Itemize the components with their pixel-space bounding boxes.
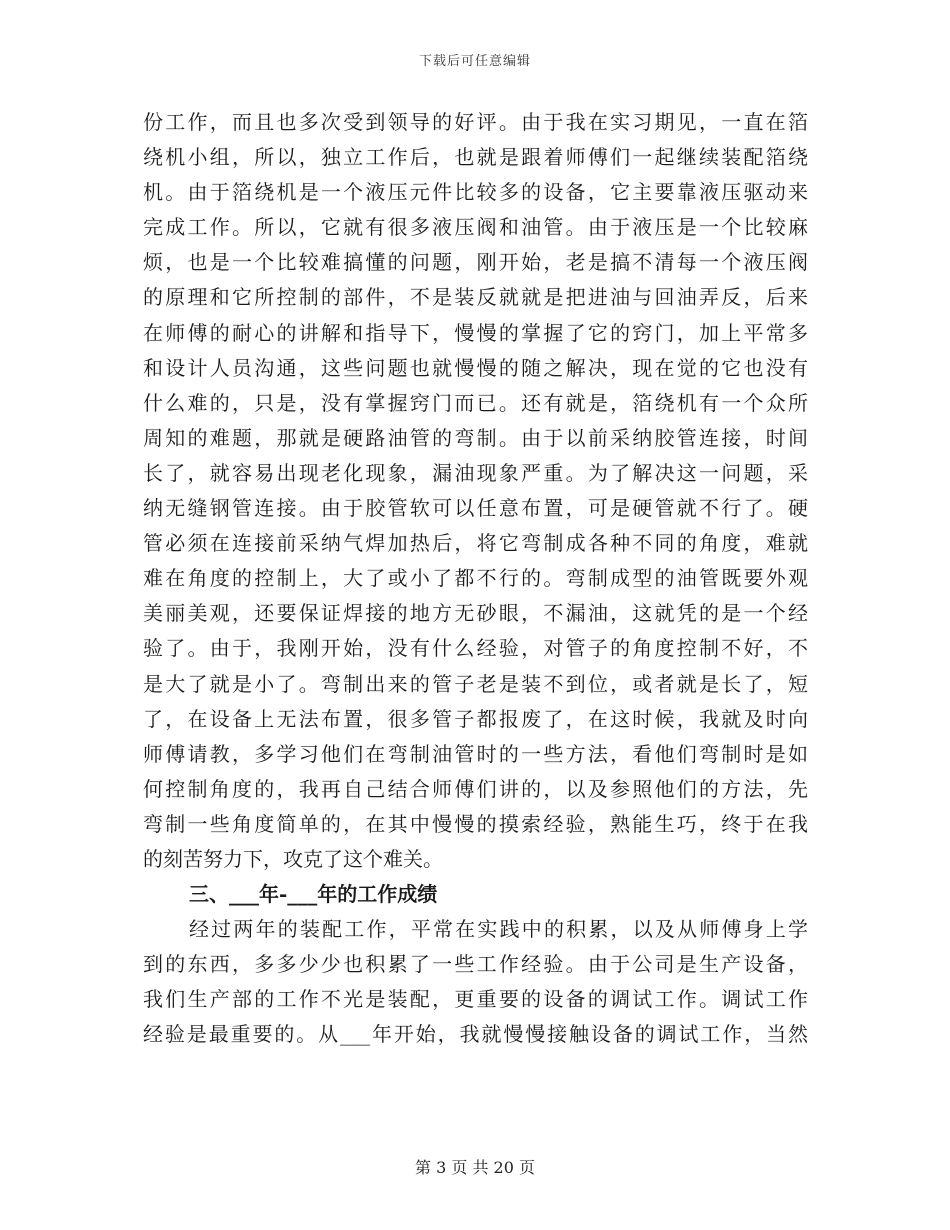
text-line: 经过两年的装配工作，平常在实践中的积累，以及从师傅身上学 (189, 917, 808, 942)
paragraph-1 (143, 105, 808, 877)
page-header: 下载后可任意编辑 (418, 54, 531, 69)
text-line: 烦，也是一个比较难搞懂的问题，刚开始，老是搞不清每一个液压阀 (143, 250, 808, 275)
text-line: 绕机小组，所以，独立工作后，也就是跟着师傅们一起继续装配箔绕 (143, 145, 808, 170)
text-line: 的原理和它所控制的部件，不是装反就就是把进油与回油弄反，后来 (143, 285, 808, 310)
text-line: 和设计人员沟通，这些问题也就慢慢的随之解决，现在觉的它也没有 (143, 355, 808, 380)
text-line: 了，在设备上无法布置，很多管子都报废了，在这时候，我就及时向 (143, 706, 808, 731)
text-line: 何控制角度的，我再自己结合师傅们讲的，以及参照他们的方法，先 (143, 776, 808, 801)
page-footer: 第 3 页 共 20 页 (415, 1158, 535, 1177)
document-body (143, 105, 808, 1053)
text-line: 什么难的，只是，没有掌握窍门而已。还有就是，箔绕机有一个众所 (143, 390, 808, 415)
text-line: 在师傅的耐心的讲解和指导下，慢慢的掌握了它的窍门，加上平常多 (143, 320, 808, 345)
section-heading: 三、___年-___年的工作成绩 (189, 882, 438, 907)
text-line: 纳无缝钢管连接。由于胶管软可以任意布置，可是硬管就不行了。硬 (143, 496, 808, 521)
text-line: 是大了就是小了。弯制出来的管子老是装不到位，或者就是长了，短 (143, 671, 808, 696)
text-line: 周知的难题，那就是硬路油管的弯制。由于以前采纳胶管连接，时间 (143, 425, 808, 450)
text-line: 验了。由于，我刚开始，没有什么经验，对管子的角度控制不好，不 (143, 636, 808, 661)
text-line: 我们生产部的工作不光是装配，更重要的设备的调试工作。调试工作 (143, 987, 808, 1012)
text-line: 完成工作。所以，它就有很多液压阀和油管。由于液压是一个比较麻 (143, 215, 808, 240)
text-line: 难在角度的控制上，大了或小了都不行的。弯制成型的油管既要外观 (143, 566, 808, 591)
text-line: 到的东西，多多少少也积累了一些工作经验。由于公司是生产设备， (143, 952, 808, 977)
text-line: 长了，就容易出现老化现象，漏油现象严重。为了解决这一问题，采 (143, 460, 808, 485)
text-line: 机。由于箔绕机是一个液压元件比较多的设备，它主要靠液压驱动来 (143, 180, 808, 205)
text-line: 的刻苦努力下，攻克了这个难关。 (143, 846, 443, 871)
paragraph-2 (143, 912, 808, 1052)
text-line: 份工作，而且也多次受到领导的好评。由于我在实习期见，一直在箔 (143, 110, 808, 134)
text-line: 经验是最重要的。从___年开始，我就慢慢接触设备的调试工作，当然 (143, 1022, 808, 1047)
text-line: 弯制一些角度简单的，在其中慢慢的摸索经验，熟能生巧，终于在我 (143, 811, 808, 836)
text-line: 师傅请教，多学习他们在弯制油管时的一些方法，看他们弯制时是如 (143, 741, 808, 766)
text-line: 美丽美观，还要保证焊接的地方无砂眼，不漏油，这就凭的是一个经 (143, 601, 808, 626)
text-line: 管必须在连接前采纳气焊加热后，将它弯制成各种不同的角度，难就 (143, 531, 808, 556)
